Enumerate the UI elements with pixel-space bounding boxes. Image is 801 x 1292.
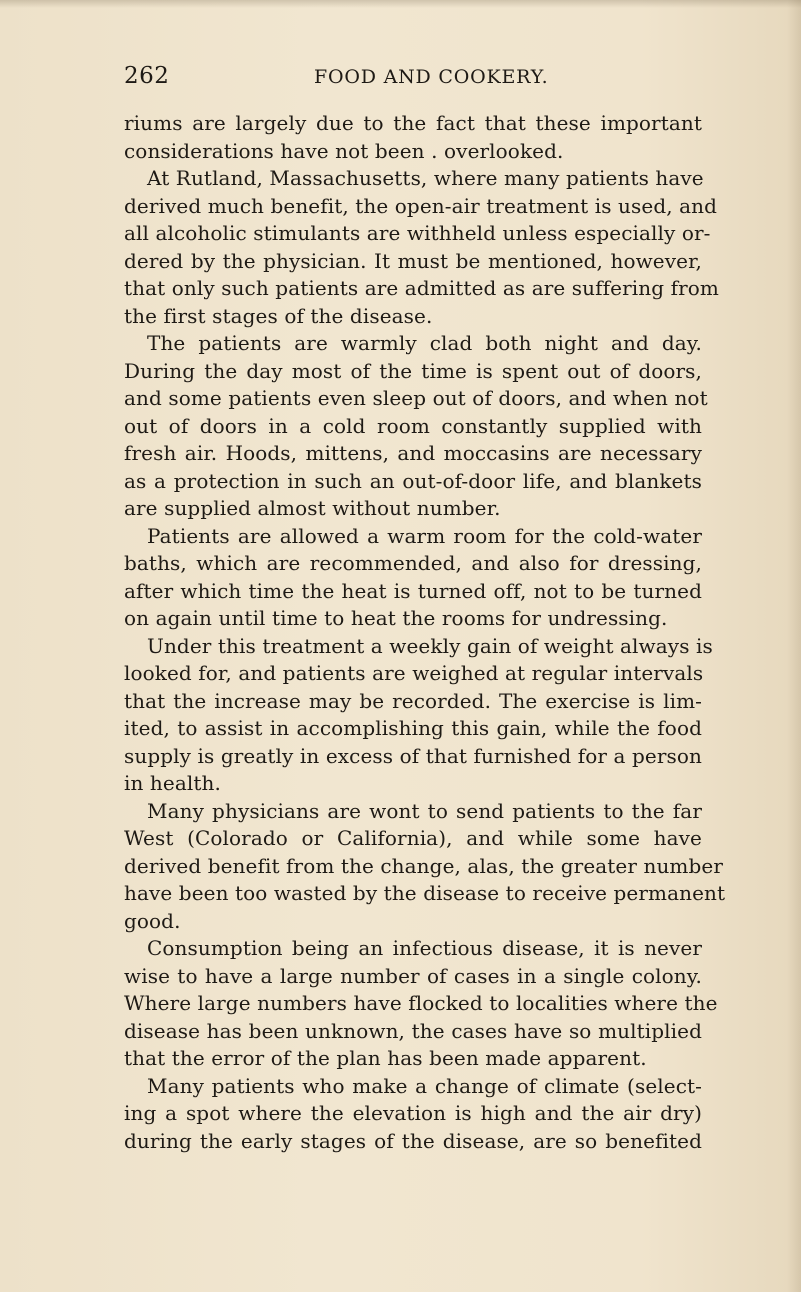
text-line: good. [124, 908, 181, 933]
text-line: during the early stages of the disease, are so benefited [124, 1128, 702, 1153]
text-line: During the day most of the time is spent out of doors, [124, 358, 702, 383]
text-line: West (Colorado or California), and while some have [124, 826, 702, 850]
page-number: 262 [124, 63, 170, 89]
text-line: in health. [124, 771, 221, 795]
text-line: ited, to assist in accomplishing this gain, while the food [124, 716, 702, 740]
text-line: supply is greatly in excess of that furnished for a person [124, 743, 702, 768]
text-line: dered by the physician. It must be mentioned, however, [124, 248, 702, 273]
text-line: ing a spot where the elevation is high and the air dry) [124, 1101, 702, 1125]
text-line: wise to have a large number of cases in a single colony. [124, 963, 702, 988]
text-line: derived benefit from the change, alas, the greater number [124, 853, 723, 878]
text-line: riums are largely due to the fact that these important [124, 111, 702, 135]
text-line: baths, which are recommended, and also for dressing, [124, 551, 702, 575]
text-line: the first stages of the disease. [124, 303, 433, 328]
text-line: Under this treatment a weekly gain of weight always is [147, 633, 713, 658]
text-line: Many patients who make a change of climate (select- [147, 1073, 702, 1098]
text-line: on again until time to heat the rooms for undressing. [124, 606, 668, 630]
text-line: that only such patients are admitted as are suffering from [124, 276, 719, 300]
text-line: after which time the heat is turned off, not to be turned [124, 578, 702, 603]
text-line: that the increase may be recorded. The exercise is lim- [124, 688, 702, 713]
body-text [124, 110, 726, 1155]
scan-shadow-top [0, 0, 801, 8]
scan-shadow-right [787, 0, 801, 1292]
text-line: Many physicians are wont to send patients to the far [147, 798, 702, 823]
text-line: The patients are warmly clad both night and day. [147, 331, 702, 355]
text-line: Consumption being an infectious disease, it is never [147, 936, 702, 960]
running-title: FOOD AND COOKERY. [314, 66, 549, 88]
text-line: have been too wasted by the disease to receive permanent [124, 881, 726, 905]
text-line: out of doors in a cold room constantly supplied with [124, 413, 702, 438]
text-line: Patients are allowed a warm room for the cold-water [147, 523, 702, 548]
text-line: are supplied almost without number. [124, 496, 501, 520]
text-line: disease has been unknown, the cases have so multiplied [124, 1018, 702, 1043]
text-line: that the error of the plan has been made apparent. [124, 1046, 647, 1070]
text-line: fresh air. Hoods, mittens, and moccasins are necessary [124, 441, 702, 465]
text-line: At Rutland, Massachusetts, where many patients have [147, 166, 704, 190]
text-line: looked for, and patients are weighed at regular intervals [124, 661, 704, 685]
text-line: and some patients even sleep out of doors, and when not [124, 386, 708, 410]
running-head [124, 61, 702, 91]
text-line: derived much benefit, the open-air treatment is used, and [124, 193, 718, 218]
text-line: as a protection in such an out-of-door life, and blankets [124, 468, 702, 493]
text-line: all alcoholic stimulants are withheld unless especially or- [124, 221, 711, 245]
text-line: considerations have not been . overlooked. [124, 138, 564, 163]
text-line: Where large numbers have flocked to localities where the [124, 991, 718, 1015]
